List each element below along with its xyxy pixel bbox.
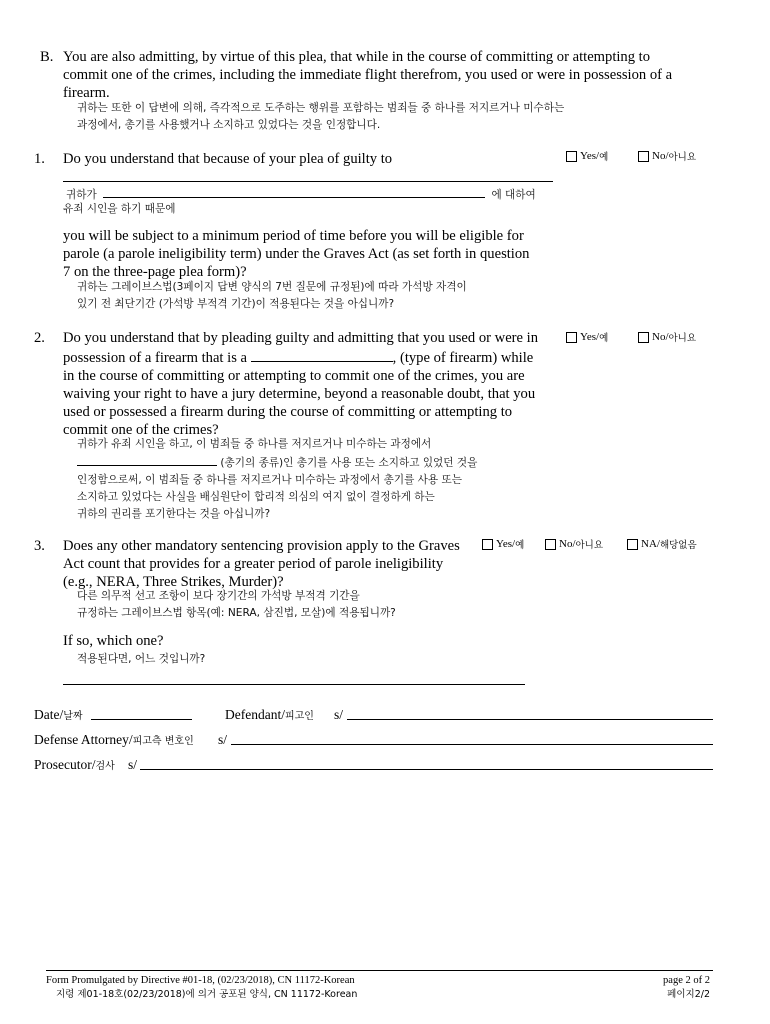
attorney-line[interactable] (231, 744, 713, 745)
yes-label: Yes/ (496, 538, 516, 550)
q2-yes-checkbox[interactable] (566, 332, 577, 343)
no-label-ko: 아니요 (668, 152, 697, 163)
yes-label: Yes/ (580, 331, 600, 343)
q1-body-line: you will be subject to a minimum period of time before you will be eligible for (63, 228, 524, 244)
attorney-label-en: Defense Attorney/ (34, 732, 133, 747)
page-number-ko: 페이지2/2 (667, 989, 710, 1000)
q2-line2 (63, 347, 563, 367)
q2-ko-line: 귀하의 권리를 포기한다는 것을 아십니까? (77, 508, 271, 520)
q1-underline (63, 181, 553, 182)
attorney-signature: s/ (218, 732, 228, 747)
date-label-ko: 날짜 (63, 711, 83, 722)
footer-rule (46, 970, 713, 971)
q1-no-option[interactable] (638, 149, 696, 163)
no-label: No/ (652, 331, 669, 343)
prosecutor-line[interactable] (140, 769, 713, 770)
defendant-label-ko: 피고인 (284, 711, 314, 722)
q2-line2-prefix: possession of a firearm that is a (63, 350, 247, 366)
q3-no-option[interactable] (545, 537, 603, 551)
yes-label: Yes/ (580, 150, 600, 162)
prosecutor-label (34, 757, 115, 773)
defendant-label-en: Defendant/ (225, 707, 285, 722)
q1-body-line: 7 on the three-page plea form)? (63, 264, 247, 280)
q2-ko-line2 (77, 453, 557, 472)
page-number: page 2 of 2 (663, 975, 710, 986)
q3-ifso: If so, which one? (63, 633, 164, 649)
q3-ko-line: 규정하는 그레이브스법 항목(예: NERA, 삼진법, 모살)에 적용됩니까? (77, 607, 396, 619)
prosecutor-signature: s/ (128, 757, 138, 772)
yes-label-ko: 예 (599, 333, 609, 344)
q3-number: 3. (34, 538, 45, 554)
q3-ko (77, 588, 396, 622)
q1-body (63, 227, 563, 281)
q2-body (63, 329, 563, 439)
q1-number: 1. (34, 151, 45, 167)
defendant-signature: s/ (334, 707, 344, 722)
footer-left-en: Form Promulgated by Directive #01-18, (02/23/2018), CN 11172-Korean (46, 975, 355, 986)
q1-no-checkbox[interactable] (638, 151, 649, 162)
section-b-ko-line: 귀하는 또한 이 답변에 의해, 즉각적으로 도주하는 행위를 포함하는 범죄들 중 하나를 저지르거나 미수하는 (77, 102, 565, 114)
q1-yes-checkbox[interactable] (566, 151, 577, 162)
q1-body-ko-line: 귀하는 그레이브스법(3페이지 답변 양식의 7번 질문에 규정된)에 따라 가석방 자격이 (77, 281, 467, 293)
defendant-line[interactable] (347, 719, 713, 720)
q3-yes-option[interactable] (482, 537, 524, 551)
q3-body (63, 537, 483, 591)
section-b-line: firearm. (63, 85, 110, 101)
na-label-ko: 해당없음 (659, 540, 697, 551)
q2-no-option[interactable] (638, 330, 696, 344)
q1-body-ko (77, 279, 467, 313)
q2-body-line: waiving your right to have a jury determine, beyond a reasonable doubt, that you (63, 386, 536, 402)
q2-ko-line2-suffix: (총기의 종류)인 총기를 사용 또는 소지하고 있었던 것을 (220, 457, 478, 469)
q2-number: 2. (34, 330, 45, 346)
q3-ko-line: 다른 의무적 선고 조항이 보다 장기간의 가석방 부적격 기간을 (77, 590, 360, 602)
q3-yes-checkbox[interactable] (482, 539, 493, 550)
section-b-text (63, 48, 743, 102)
q2-yes-option[interactable] (566, 330, 608, 344)
q1-yes-option[interactable] (566, 149, 608, 163)
section-b-ko (77, 100, 564, 134)
q2-line1: Do you understand that by pleading guilty and admitting that you used or were in (63, 330, 539, 346)
date-line[interactable] (91, 719, 192, 720)
q2-line2-suffix: , (type of firearm) while (392, 350, 534, 366)
q1-offense-blank[interactable] (103, 183, 485, 198)
no-label-ko: 아니요 (668, 333, 697, 344)
q3-ifso-ko: 적용된다면, 어느 것입니까? (77, 653, 206, 665)
q2-body-line: commit one of the crimes? (63, 422, 219, 438)
q2-ko-line: 소지하고 있었다는 사실을 배심원단이 합리적 의심의 여지 없이 결정하게 하는 (77, 491, 435, 503)
section-b-ko-line: 과정에서, 총기를 사용했거나 소지하고 있었다는 것을 인정합니다. (77, 119, 381, 131)
q2-ko (77, 436, 557, 523)
q3-answer-line[interactable] (63, 684, 525, 685)
q3-line: (e.g., NERA, Three Strikes, Murder)? (63, 574, 284, 590)
section-b-line: commit one of the crimes, including the immediate flight therefrom, you used or were in possession of a (63, 67, 673, 83)
q3-line: Act count that provides for a greater period of parole ineligibility (63, 556, 444, 572)
date-label (34, 707, 83, 723)
q1-ko-prefix: 귀하가 (66, 189, 97, 201)
yes-label-ko: 예 (599, 152, 609, 163)
no-label: No/ (652, 150, 669, 162)
prosecutor-label-ko: 검사 (95, 761, 115, 772)
date-label-en: Date/ (34, 707, 64, 722)
q2-ko-line1: 귀하가 유죄 시인을 하고, 이 범죄들 중 하나를 저지르거나 미수하는 과정에서 (77, 438, 432, 450)
q2-body-line: used or possessed a firearm during the course of committing or attempting to (63, 404, 513, 420)
q1-ko-line2: 유죄 시인을 하기 때문에 (63, 203, 176, 215)
attorney-label-ko: 피고측 변호인 (132, 736, 194, 747)
q3-line: Does any other mandatory sentencing provision apply to the Graves (63, 538, 460, 554)
defendant-label (225, 707, 314, 723)
q2-firearm-blank[interactable] (251, 347, 393, 362)
q1-line1: Do you understand that because of your plea of guilty to (63, 151, 393, 167)
q2-ko-line: 인정함으로써, 이 범죄들 중 하나를 저지르거나 미수하는 과정에서 총기를 사용 또는 (77, 474, 462, 486)
q1-ko-suffix: 에 대하여 (491, 189, 536, 201)
q1-body-ko-line: 있기 전 최단기간 (가석방 부적격 기간)이 적용된다는 것을 아십니까? (77, 298, 395, 310)
q2-ko-firearm-blank[interactable] (77, 453, 217, 466)
section-b-line: You are also admitting, by virtue of this plea, that while in the course of committing or attempting to (63, 49, 651, 65)
q3-na-option[interactable] (627, 537, 697, 551)
yes-label-ko: 예 (515, 540, 525, 551)
section-b-label: B. (40, 49, 54, 65)
q2-body-line: in the course of committing or attempting to commit one of the crimes, you are (63, 368, 525, 384)
na-label: NA/ (641, 538, 660, 550)
q2-no-checkbox[interactable] (638, 332, 649, 343)
q3-na-checkbox[interactable] (627, 539, 638, 550)
no-label-ko: 아니요 (575, 540, 604, 551)
footer-left-ko: 지령 제01-18호(02/23/2018)에 의거 공포된 양식, CN 11172-Korean (56, 989, 358, 1000)
prosecutor-label-en: Prosecutor/ (34, 757, 96, 772)
footer-right (663, 975, 710, 1000)
footer-left (46, 975, 357, 1000)
q3-no-checkbox[interactable] (545, 539, 556, 550)
no-label: No/ (559, 538, 576, 550)
q1-body-line: parole (a parole ineligibility term) under the Graves Act (as set forth in question (63, 246, 530, 262)
attorney-label (34, 732, 194, 748)
